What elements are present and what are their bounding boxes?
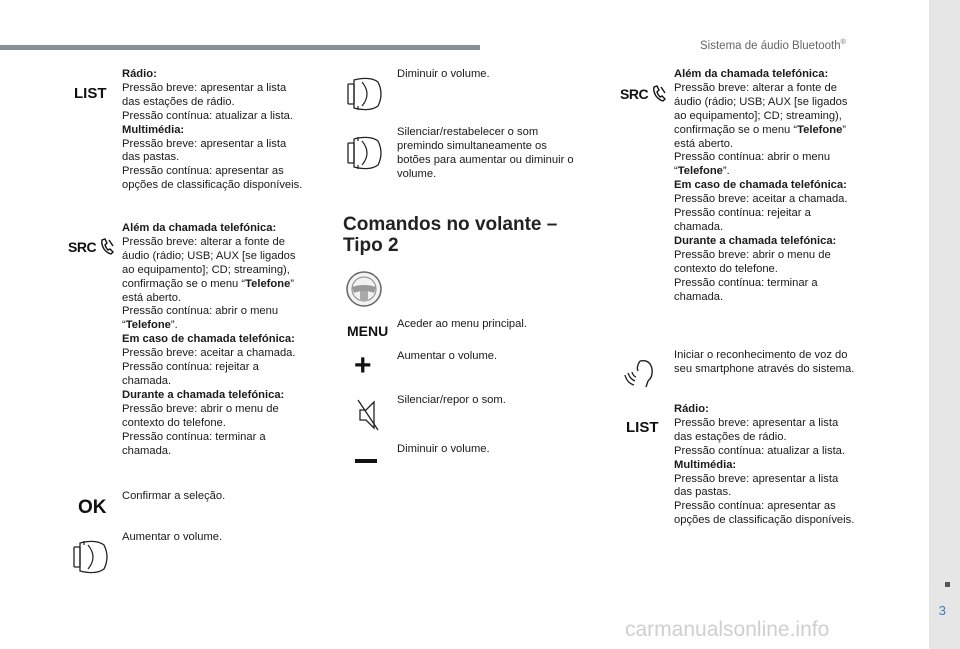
src-description-2: Além da chamada telefónica: Pressão breve: alterar a fonte de áudio (rádio; USB; AUX [se ligados ao equipamento]; CD; streaming), confirmação se o menu “Telefone” está aberto. Pressão contínua: abrir o menu “Telefone”. Em caso de chamada telefónica: Pressão breve: aceitar a chamada. Pressão contínua: rejeitar a chamada. Durante a chamada telefónica: Pressão breve: abrir o menu de contexto do telefone. Pressão contínua: terminar a chamada. [674, 68, 848, 303]
ok-description: Confirmar a seleção. [122, 490, 226, 502]
plus-icon: + [354, 349, 372, 382]
section-title: Comandos no volante – Tipo 2 [343, 214, 558, 256]
steering-wheel-icon [344, 269, 384, 309]
minus-description: Diminuir o volume. [397, 443, 490, 455]
thumbwheel-press-icon [346, 133, 386, 173]
src-phone-icon-2: SRC [620, 85, 670, 105]
mute-description: Silenciar/restabelecer o som premindo simultaneamente os botões para aumentar ou diminuir o volume. [397, 126, 574, 180]
list-description-2: Rádio: Pressão breve: apresentar a lista das estações de rádio. Pressão contínua: atualizar a lista. Multimédia: Pressão breve: apresentar a lista das pastas. Pressão contínua: apresentar as opções de classificação disponíveis. [674, 403, 855, 527]
thumbwheel-down-icon [346, 74, 386, 114]
voice-recognition-icon [624, 357, 658, 389]
header-rule [0, 45, 480, 50]
thumbwheel-up-icon [72, 537, 112, 577]
menu-icon: MENU [347, 323, 389, 339]
src-phone-icon: SRC [68, 238, 118, 258]
list-icon-2: LIST [626, 419, 659, 436]
mute-icon [356, 398, 380, 432]
voice-description: Iniciar o reconhecimento de voz do seu smartphone através do sistema. [674, 349, 855, 375]
volume-down-description: Diminuir o volume. [397, 68, 490, 80]
watermark: carmanualsonline.info [625, 618, 830, 641]
page-number: 3 [938, 603, 946, 618]
src-description: Além da chamada telefónica: Pressão breve: alterar a fonte de áudio (rádio; USB; AUX [se ligados ao equipamento]; CD; streaming), confirmação se o menu “Telefone” está aberto. Pressão contínua: abrir o menu “Telefone”. Em caso de chamada telefónica: Pressão breve: aceitar a chamada. Pressão contínua: rejeitar a chamada. Durante a chamada telefónica: Pressão breve: abrir o menu de contexto do telefone. Pressão contínua: terminar a chamada. [122, 222, 296, 457]
page-header-title: Sistema de áudio Bluetooth® [700, 39, 846, 52]
ok-icon: OK [78, 497, 107, 518]
list-icon: LIST [74, 85, 107, 102]
list-description: Rádio: Pressão breve: apresentar a lista das estações de rádio. Pressão contínua: atualizar a lista. Multimédia: Pressão breve: apresentar a lista das pastas. Pressão contínua: apresentar as opções de classificação disponíveis. [122, 68, 303, 192]
menu-description: Aceder ao menu principal. [397, 318, 527, 330]
plus-description: Aumentar o volume. [397, 350, 498, 362]
page-side-strip [929, 0, 960, 649]
volume-up-description: Aumentar o volume. [122, 531, 223, 543]
mute2-description: Silenciar/repor o som. [397, 394, 506, 406]
page-marker [945, 582, 950, 587]
minus-icon [355, 459, 377, 463]
